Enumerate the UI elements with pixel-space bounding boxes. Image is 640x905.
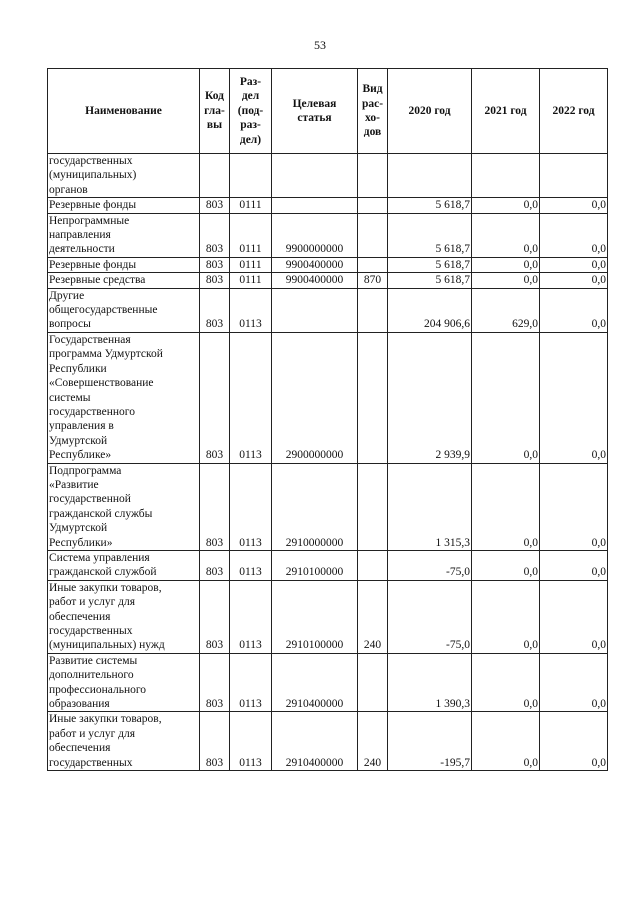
row-code: 803 (200, 580, 230, 653)
row-target: 2910100000 (272, 550, 358, 580)
table-row (48, 198, 608, 213)
row-kind (358, 550, 388, 580)
row-2022: 0,0 (540, 712, 608, 771)
row-target (272, 198, 358, 213)
row-name (48, 154, 200, 198)
row-target: 2910000000 (272, 463, 358, 550)
table-row (48, 712, 608, 771)
row-name-line: Республики (49, 362, 107, 375)
row-2022: 0,0 (540, 288, 608, 332)
row-2021: 0,0 (472, 653, 540, 712)
row-2020: 5 618,7 (388, 213, 472, 257)
budget-table (47, 68, 608, 771)
row-name-line: вопросы (49, 318, 91, 331)
row-2020: 1 390,3 (388, 653, 472, 712)
row-name-line: Непрограммные (49, 214, 130, 227)
row-code: 803 (200, 712, 230, 771)
row-name-line: обеспечения (49, 610, 111, 623)
row-2020: 2 939,9 (388, 332, 472, 463)
header-name: Наименование (48, 69, 200, 154)
row-code: 803 (200, 198, 230, 213)
row-kind (358, 154, 388, 198)
row-name-line: деятельности (49, 243, 115, 256)
row-code: 803 (200, 550, 230, 580)
row-target: 9900000000 (272, 213, 358, 257)
row-kind (358, 288, 388, 332)
row-name (48, 273, 200, 288)
row-target: 2910100000 (272, 580, 358, 653)
row-name (48, 288, 200, 332)
row-code: 803 (200, 213, 230, 257)
row-code: 803 (200, 273, 230, 288)
row-name-line: дополнительного (49, 669, 134, 682)
row-name-line: Удмуртской (49, 522, 108, 535)
row-2021: 0,0 (472, 213, 540, 257)
row-name (48, 550, 200, 580)
row-section: 0113 (230, 288, 272, 332)
row-name-line: программа Удмуртской (49, 348, 163, 361)
row-section: 0113 (230, 580, 272, 653)
row-2020: -195,7 (388, 712, 472, 771)
row-code: 803 (200, 257, 230, 272)
row-2021: 0,0 (472, 332, 540, 463)
row-section: 0113 (230, 463, 272, 550)
row-name-line: государственного (49, 405, 135, 418)
row-name-line: профессионального (49, 683, 147, 696)
header-code-text: Код гла- вы (204, 90, 225, 132)
row-2022: 0,0 (540, 332, 608, 463)
row-name-line: Республике» (49, 449, 112, 462)
row-name (48, 580, 200, 653)
header-section (230, 69, 272, 154)
header-target-text: Целевая статья (292, 97, 337, 124)
row-2021: 0,0 (472, 463, 540, 550)
row-2021: 629,0 (472, 288, 540, 332)
table-row (48, 273, 608, 288)
row-name-line: управления в (49, 420, 114, 433)
row-name-line: гражданской службой (49, 566, 157, 579)
row-name-line: органов (49, 183, 88, 196)
row-name (48, 653, 200, 712)
row-name-line: обеспечения (49, 742, 111, 755)
table-row (48, 154, 608, 198)
row-name-line: (муниципальных) (49, 169, 137, 182)
row-code: 803 (200, 653, 230, 712)
header-kind (358, 69, 388, 154)
table-row (48, 257, 608, 272)
row-name-line: системы (49, 391, 91, 404)
row-kind (358, 257, 388, 272)
row-name-line: Система управления (49, 551, 150, 564)
row-name-line: «Совершенствование (49, 377, 154, 390)
row-name (48, 213, 200, 257)
row-name-line: государственных (49, 625, 133, 637)
row-name-line: Республики» (49, 536, 113, 549)
header-2021: 2021 год (472, 69, 540, 154)
row-2022: 0,0 (540, 653, 608, 712)
row-name (48, 198, 200, 213)
row-code: 803 (200, 463, 230, 550)
row-kind (358, 198, 388, 213)
row-name-line: работ и услуг для (49, 596, 136, 609)
header-2020: 2020 год (388, 69, 472, 154)
row-section: 0113 (230, 653, 272, 712)
row-target (272, 154, 358, 198)
header-kind-text: Вид рас- хо- дов (361, 83, 384, 139)
row-2022: 0,0 (540, 580, 608, 653)
row-target: 2900000000 (272, 332, 358, 463)
row-name-line: Иные закупки товаров, (49, 713, 162, 726)
row-section: 0113 (230, 332, 272, 463)
row-section: 0111 (230, 273, 272, 288)
table-row (48, 213, 608, 257)
row-2020: 5 618,7 (388, 198, 472, 213)
table-row (48, 580, 608, 653)
row-2021: 0,0 (472, 712, 540, 771)
row-name-line: «Развитие (49, 478, 99, 491)
row-name-line: Резервные фонды (49, 258, 137, 271)
table-row (48, 463, 608, 550)
row-name-line: Государственная (49, 333, 131, 346)
row-2021 (472, 154, 540, 198)
header-section-text: Раз- дел (под- раз- дел) (237, 75, 264, 146)
row-2020: -75,0 (388, 580, 472, 653)
row-2020: 5 618,7 (388, 257, 472, 272)
row-kind (358, 213, 388, 257)
row-2021: 0,0 (472, 550, 540, 580)
row-2022: 0,0 (540, 273, 608, 288)
row-section: 0111 (230, 213, 272, 257)
table-row (48, 653, 608, 712)
row-name-line: образования (49, 698, 110, 711)
row-name-line: Подпрограмма (49, 464, 122, 477)
row-name-line: (муниципальных) нужд (49, 639, 165, 652)
row-target: 9900400000 (272, 257, 358, 272)
row-kind (358, 332, 388, 463)
row-kind (358, 653, 388, 712)
row-name (48, 712, 200, 771)
row-name-line: Резервные фонды (49, 199, 137, 212)
row-section: 0113 (230, 550, 272, 580)
table-row (48, 332, 608, 463)
row-2021: 0,0 (472, 273, 540, 288)
header-target (272, 69, 358, 154)
row-kind: 240 (358, 712, 388, 771)
row-2020: -75,0 (388, 550, 472, 580)
header-2022: 2022 год (540, 69, 608, 154)
row-kind (358, 463, 388, 550)
row-2022: 0,0 (540, 213, 608, 257)
row-2022: 0,0 (540, 257, 608, 272)
table-row (48, 288, 608, 332)
row-name-line: направления (49, 229, 111, 242)
row-2022: 0,0 (540, 463, 608, 550)
row-code (200, 154, 230, 198)
row-code: 803 (200, 332, 230, 463)
row-2021: 0,0 (472, 257, 540, 272)
row-2021: 0,0 (472, 580, 540, 653)
row-2022: 0,0 (540, 198, 608, 213)
row-section: 0113 (230, 712, 272, 771)
table-row (48, 550, 608, 580)
row-2020: 1 315,3 (388, 463, 472, 550)
row-name-line: Другие (49, 289, 85, 302)
row-name (48, 332, 200, 463)
row-name-line: государственных (49, 756, 133, 769)
row-2020 (388, 154, 472, 198)
row-name (48, 463, 200, 550)
row-2021: 0,0 (472, 198, 540, 213)
header-row (48, 69, 608, 154)
row-name-line: государственной (49, 493, 131, 506)
row-2020: 5 618,7 (388, 273, 472, 288)
row-section: 0111 (230, 198, 272, 213)
row-kind: 240 (358, 580, 388, 653)
row-section (230, 154, 272, 198)
row-2022: 0,0 (540, 550, 608, 580)
row-name-line: Иные закупки товаров, (49, 581, 162, 594)
row-name-line: общегосударственные (49, 304, 158, 317)
row-target: 9900400000 (272, 273, 358, 288)
row-name-line: работ и услуг для (49, 727, 136, 740)
row-section: 0111 (230, 257, 272, 272)
row-target (272, 288, 358, 332)
row-name-line: государственных (49, 155, 133, 167)
row-target: 2910400000 (272, 653, 358, 712)
row-target: 2910400000 (272, 712, 358, 771)
row-name-line: Развитие системы (49, 654, 138, 667)
table-body (48, 154, 608, 771)
row-code: 803 (200, 288, 230, 332)
row-name-line: гражданской службы (49, 507, 153, 520)
row-name-line: Резервные средства (49, 274, 146, 287)
header-code (200, 69, 230, 154)
row-name-line: Удмуртской (49, 434, 108, 447)
row-2022 (540, 154, 608, 198)
row-kind: 870 (358, 273, 388, 288)
row-2020: 204 906,6 (388, 288, 472, 332)
row-name (48, 257, 200, 272)
page-number: 53 (314, 38, 326, 52)
